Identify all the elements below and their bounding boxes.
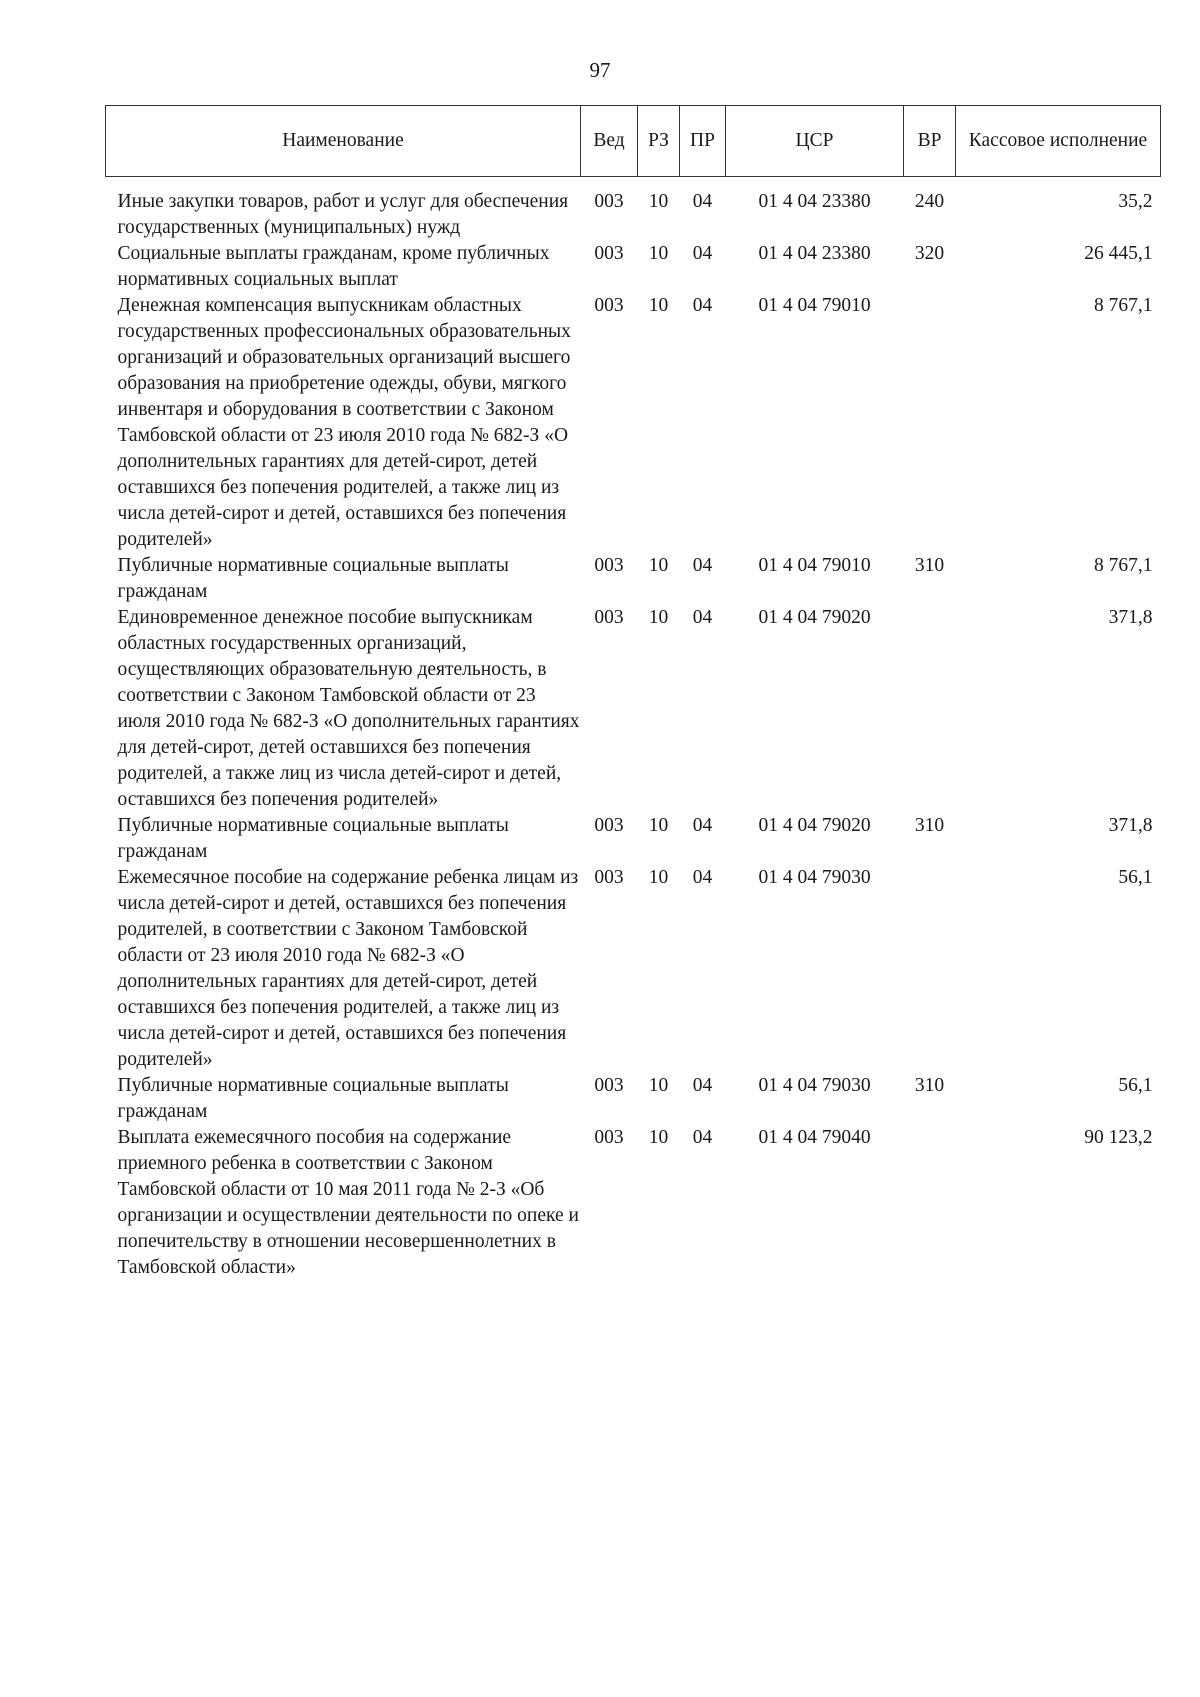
cell-name: Публичные нормативные социальные выплаты гражданам: [117, 1075, 509, 1122]
cell-rz: 10: [648, 295, 669, 316]
cell-name: Выплата ежемесячного пособия на содержание приемного ребенка в соответствии с Законом Тамбовской области от 10 мая 2011 года № 2-З «Об организации и осуществлении деятельности по опеке и попечительству в отношении несовершеннолетних в Тамбовской области»: [117, 1127, 579, 1278]
cell-csr: 01 4 04 79030: [758, 867, 871, 888]
cell-rz: 10: [648, 243, 669, 264]
table-row: [106, 865, 1161, 1073]
cell-csr: 01 4 04 79020: [758, 815, 871, 836]
header-name: Наименование: [106, 106, 581, 177]
cell-name: Денежная компенсация выпускникам областных государственных профессиональных образовательных организаций и образовательных организаций высшего образования на приобретение одежды, обуви, мягкого инвентаря и оборудования в соответствии с Законом Тамбовской области от 23 июля 2010 года № 682-З «О дополнительных гарантиях для детей-сирот, детей оставшихся без попечения родителей, а также лиц из числа детей-сирот и детей, оставшихся без попечения родителей»: [117, 295, 571, 550]
cell-vr: [904, 605, 956, 813]
cell-amount: 8 767,1: [1094, 295, 1153, 316]
cell-ved: 003: [594, 607, 624, 628]
cell-rz: 10: [648, 1127, 669, 1148]
cell-ved: 003: [594, 1127, 624, 1148]
cell-vr: [904, 293, 956, 553]
cell-amount: 8 767,1: [1094, 555, 1153, 576]
header-vr: ВР: [904, 106, 956, 177]
cell-ved: 003: [594, 815, 624, 836]
header-ved: Вед: [581, 106, 638, 177]
table-row: [106, 553, 1161, 605]
cell-amount: 371,8: [1108, 607, 1153, 628]
table-row: [106, 813, 1161, 865]
cell-csr: 01 4 04 79010: [758, 555, 871, 576]
cell-csr: 01 4 04 79040: [758, 1127, 871, 1148]
cell-rz: 10: [648, 607, 669, 628]
cell-amount: 371,8: [1108, 815, 1153, 836]
cell-pr: 04: [692, 295, 713, 316]
header-rz: РЗ: [638, 106, 680, 177]
cell-vr: 310: [914, 555, 945, 576]
table-row: [106, 1073, 1161, 1125]
cell-vr: 320: [914, 243, 945, 264]
cell-vr: [904, 1125, 956, 1281]
cell-pr: 04: [692, 1127, 713, 1148]
cell-csr: 01 4 04 23380: [758, 243, 871, 264]
cell-amount: 35,2: [1118, 191, 1153, 212]
cell-vr: 310: [914, 815, 945, 836]
cell-rz: 10: [648, 191, 669, 212]
cell-ved: 003: [594, 1075, 624, 1096]
cell-csr: 01 4 04 79010: [758, 295, 871, 316]
cell-amount: 90 123,2: [1084, 1127, 1153, 1148]
cell-ved: 003: [594, 243, 624, 264]
cell-ved: 003: [594, 191, 624, 212]
table-row: [106, 293, 1161, 553]
cell-ved: 003: [594, 295, 624, 316]
cell-rz: 10: [648, 1075, 669, 1096]
cell-rz: 10: [648, 867, 669, 888]
cell-rz: 10: [648, 555, 669, 576]
cell-pr: 04: [692, 1075, 713, 1096]
cell-pr: 04: [692, 555, 713, 576]
cell-csr: 01 4 04 23380: [758, 191, 871, 212]
table-body: [106, 177, 1161, 1282]
cell-amount: 56,1: [1118, 1075, 1153, 1096]
cell-name: Публичные нормативные социальные выплаты гражданам: [117, 815, 509, 862]
cell-amount: 26 445,1: [1084, 243, 1153, 264]
cell-name: Ежемесячное пособие на содержание ребенка лицам из числа детей-сирот и детей, оставшихся без попечения родителей, в соответствии с Законом Тамбовской области от 23 июля 2010 года № 682-З «О дополнительных гарантиях для детей-сирот, детей оставшихся без попечения родителей, а также лиц из числа детей-сирот и детей, оставшихся без попечения родителей»: [117, 867, 579, 1070]
cell-pr: 04: [692, 815, 713, 836]
cell-csr: 01 4 04 79030: [758, 1075, 871, 1096]
cell-ved: 003: [594, 867, 624, 888]
table-row: [106, 1125, 1161, 1281]
cell-amount: 56,1: [1118, 867, 1153, 888]
cell-name: Иные закупки товаров, работ и услуг для обеспечения государственных (муниципальных) нужд: [117, 191, 569, 238]
table-row: [106, 177, 1161, 242]
header-amount: Кассовое исполнение: [956, 106, 1161, 177]
cell-name: Социальные выплаты гражданам, кроме публичных нормативных социальных выплат: [117, 243, 550, 290]
header-csr: ЦСР: [726, 106, 904, 177]
cell-name: Единовременное денежное пособие выпускникам областных государственных организаций, осуществляющих образовательную деятельность, в соответствии с Законом Тамбовской области от 23 июля 2010 года № 682-З «О дополнительных гарантиях для детей-сирот, детей оставшихся без попечения родителей, а также лиц из числа детей-сирот и детей, оставшихся без попечения родителей»: [117, 607, 580, 810]
page-number: 97: [589, 58, 611, 82]
cell-rz: 10: [648, 815, 669, 836]
cell-vr: 310: [914, 1075, 945, 1096]
cell-vr: [904, 865, 956, 1073]
header-pr: ПР: [680, 106, 726, 177]
cell-ved: 003: [594, 555, 624, 576]
table-row: [106, 605, 1161, 813]
cell-pr: 04: [692, 607, 713, 628]
table-row: [106, 241, 1161, 293]
table-header-row: [106, 106, 1161, 177]
budget-table: [105, 105, 1161, 1281]
cell-vr: 240: [914, 191, 945, 212]
cell-pr: 04: [692, 243, 713, 264]
cell-pr: 04: [692, 867, 713, 888]
cell-pr: 04: [692, 191, 713, 212]
cell-name: Публичные нормативные социальные выплаты гражданам: [117, 555, 509, 602]
cell-csr: 01 4 04 79020: [758, 607, 871, 628]
